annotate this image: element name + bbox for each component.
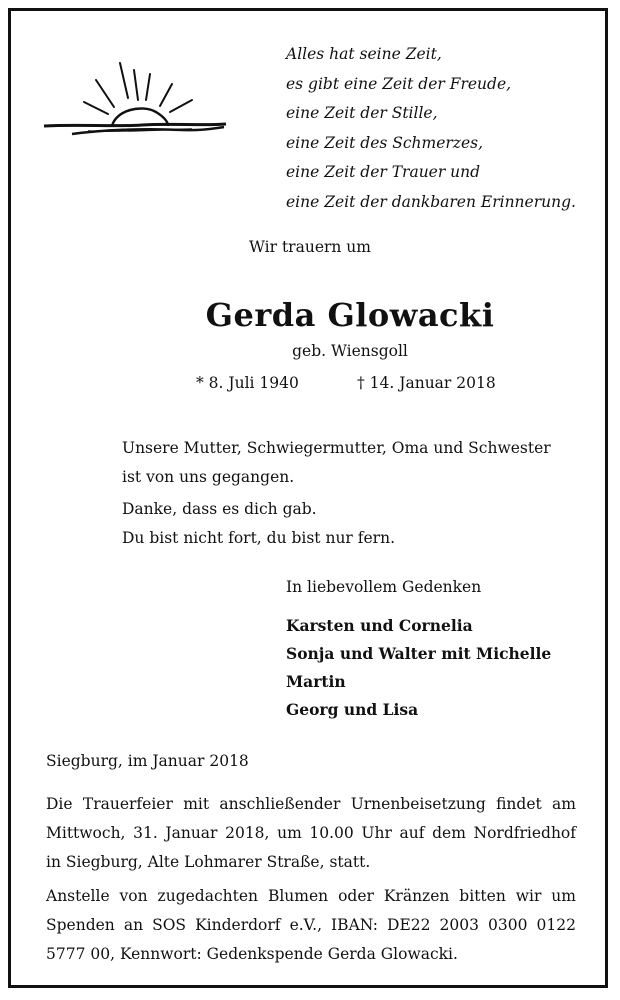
ceremony-line: Mittwoch, 31. Januar 2018, um 10.00 Uhr auf dem Nordfriedhof [46, 824, 576, 842]
poem-line: eine Zeit der Stille, [286, 104, 438, 122]
poem-line: Alles hat seine Zeit, [286, 45, 442, 63]
death-date: † 14. Januar 2018 [357, 374, 496, 392]
signer: Georg und Lisa [286, 700, 419, 719]
ceremony-line: Die Trauerfeier mit anschließender Urnenbeisetzung findet am [46, 795, 576, 813]
poem-line: eine Zeit der Trauer und [286, 163, 481, 181]
ceremony-paragraph [46, 790, 576, 877]
signers-list [286, 612, 551, 724]
place-date: Siegburg, im Januar 2018 [46, 752, 249, 770]
poem-line: es gibt eine Zeit der Freude, [286, 74, 512, 93]
sunset-icon [42, 60, 227, 150]
message-line: ist von uns gegangen. [122, 468, 295, 486]
ceremony-line: in Siegburg, Alte Lohmarer Straße, statt. [46, 853, 371, 871]
signer: Martin [286, 672, 346, 691]
birth-date: * 8. Juli 1940 [196, 374, 299, 392]
donation-line: Anstelle von zugedachten Blumen oder Kränzen bitten wir um [46, 887, 576, 905]
signer: Karsten und Cornelia [286, 616, 473, 635]
donation-paragraph [46, 882, 576, 969]
poem-line: eine Zeit der dankbaren Erinnerung. [286, 192, 576, 211]
maiden-name: geb. Wiensgoll [292, 342, 408, 360]
donation-line: Spenden an SOS Kinderdorf e.V., IBAN: DE22 2003 0300 0122 [46, 916, 576, 934]
deceased-name: Gerda Glowacki [205, 296, 495, 334]
poem [286, 40, 576, 217]
signer: Sonja und Walter mit Michelle [286, 644, 552, 663]
message-line: Unsere Mutter, Schwiegermutter, Oma und Schwester [122, 439, 551, 457]
intro-text: Wir trauern um [249, 238, 371, 256]
message-paragraph [122, 434, 551, 492]
farewell-paragraph [122, 495, 395, 553]
memory-line: In liebevollem Gedenken [286, 578, 482, 596]
poem-line: eine Zeit des Schmerzes, [286, 133, 484, 152]
donation-line: 5777 00, Kennwort: Gedenkspende Gerda Glowacki. [46, 945, 458, 963]
farewell-line: Danke, dass es dich gab. [122, 500, 317, 518]
farewell-line: Du bist nicht fort, du bist nur fern. [122, 529, 395, 547]
